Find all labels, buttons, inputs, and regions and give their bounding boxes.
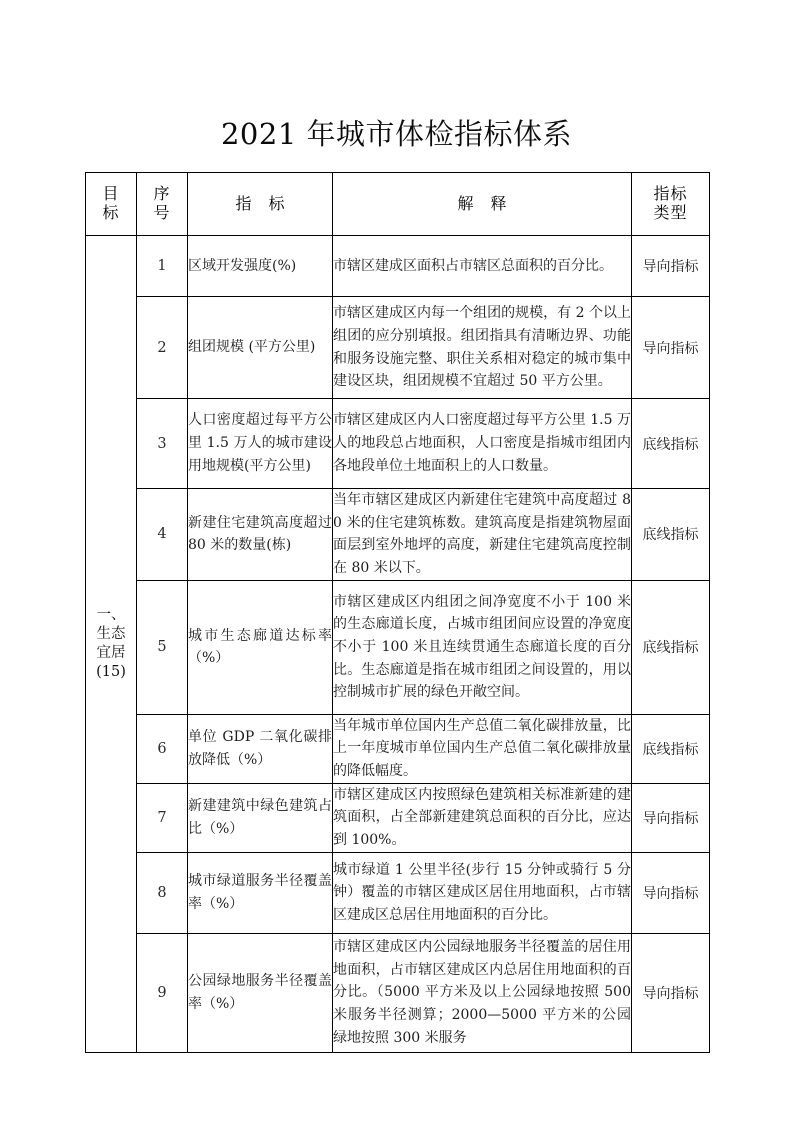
cell-indicator: 城市绿道服务半径覆盖率（%）: [188, 852, 333, 933]
cell-type: 底线指标: [632, 580, 710, 714]
cell-sequence: 5: [137, 580, 188, 714]
cell-sequence: 9: [137, 933, 188, 1052]
table-row: [86, 852, 710, 933]
cell-sequence: 3: [137, 399, 188, 489]
page-title: 2021 年城市体检指标体系: [220, 117, 573, 151]
cell-explanation: 市辖区建成区内公园绿地服务半径覆盖的居住用地面积，占市辖区建成区内总居住用地面积的百分比。（5000 平方米及以上公园绿地按照 500 米服务半径测算；2000—5000 平方米的公园绿地按照 300 米服务: [333, 933, 632, 1052]
cell-type: 底线指标: [632, 714, 710, 783]
cell-explanation: 市辖区建成区内组团之间净宽度不小于 100 米的生态廊道长度，占城市组团间应设置的净宽度不小于 100 米且连续贯通生态廊道长度的百分比。生态廊道是指在城市组团之间设置的，用以控制城市扩展的绿色开敞空间。: [333, 580, 632, 714]
column-header-type: [632, 173, 710, 236]
column-header-goal: [86, 173, 137, 236]
column-header-indicator: 指 标: [188, 173, 333, 236]
column-header-explanation: 解 释: [333, 173, 632, 236]
column-header-sequence: [137, 173, 188, 236]
cell-type: 导向指标: [632, 297, 710, 399]
cell-indicator: 城市生态廊道达标率（%）: [188, 580, 333, 714]
cell-explanation: 市辖区建成区内人口密度超过每平方公里 1.5 万人的地段总占地面积，人口密度是指城市组团内各地段单位土地面积上的人口数量。: [333, 399, 632, 489]
indicator-table: [85, 172, 710, 1053]
indicator-table-container: [85, 172, 709, 1053]
table-row: [86, 236, 710, 297]
cell-sequence: 1: [137, 236, 188, 297]
table-row: [86, 399, 710, 489]
column-header-goal-line1: 目: [102, 184, 120, 204]
cell-explanation: 市辖区建成区内每一个组团的规模，有 2 个以上组团的应分别填报。组团指具有清晰边界、功能和服务设施完整、职住关系相对稳定的城市集中建设区块，组团规模不宜超过 50 平方公里。: [333, 297, 632, 399]
cell-explanation: 市辖区建成区面积占市辖区总面积的百分比。: [333, 236, 632, 297]
cell-type: 底线指标: [632, 399, 710, 489]
cell-type: 导向指标: [632, 933, 710, 1052]
column-header-sequence-line1: 序: [153, 184, 171, 204]
cell-type: 导向指标: [632, 852, 710, 933]
column-header-type-line2: 类型: [653, 203, 688, 222]
cell-indicator: 人口密度超过每平方公里 1.5 万人的城市建设用地规模(平方公里): [188, 399, 333, 489]
table-row: [86, 714, 710, 783]
cell-sequence: 2: [137, 297, 188, 399]
table-row: [86, 580, 710, 714]
goal-group-line2: 生态: [96, 625, 126, 642]
table-body: [86, 236, 710, 1053]
goal-group-cell: [86, 236, 137, 1053]
cell-indicator: 区域开发强度(%): [188, 236, 333, 297]
cell-indicator: 单位 GDP 二氧化碳排放降低（%）: [188, 714, 333, 783]
column-header-sequence-line2: 号: [153, 203, 171, 222]
table-header: [86, 173, 710, 236]
cell-explanation: 城市绿道 1 公里半径(步行 15 分钟或骑行 5 分钟）覆盖的市辖区建成区居住用地面积，占市辖区建成区总居住用地面积的百分比。: [333, 852, 632, 933]
cell-explanation: 当年市辖区建成区内新建住宅建筑中高度超过 80 米的住宅建筑栋数。建筑高度是指建筑物屋面面层到室外地坪的高度，新建住宅建筑高度控制在 80 米以下。: [333, 489, 632, 581]
column-header-goal-line2: 标: [102, 203, 120, 222]
cell-explanation: 市辖区建成区内按照绿色建筑相关标准新建的建筑面积，占全部新建建筑总面积的百分比，应达到 100%。: [333, 783, 632, 852]
cell-indicator: 新建建筑中绿色建筑占比（%）: [188, 783, 333, 852]
cell-indicator: 组团规模 (平方公里): [188, 297, 333, 399]
table-row: [86, 489, 710, 581]
table-header-row: [86, 173, 710, 236]
goal-group-line4: (15): [96, 663, 126, 680]
cell-type: 导向指标: [632, 783, 710, 852]
cell-indicator: 新建住宅建筑高度超过 80 米的数量(栋): [188, 489, 333, 581]
table-row: [86, 297, 710, 399]
cell-sequence: 6: [137, 714, 188, 783]
cell-sequence: 4: [137, 489, 188, 581]
table-row: [86, 933, 710, 1052]
cell-sequence: 8: [137, 852, 188, 933]
cell-indicator: 公园绿地服务半径覆盖率（%）: [188, 933, 333, 1052]
column-header-type-line1: 指标: [653, 184, 688, 204]
cell-explanation: 当年城市单位国内生产总值二氧化碳排放量，比上一年度城市单位国内生产总值二氧化碳排放量的降低幅度。: [333, 714, 632, 783]
cell-type: 导向指标: [632, 236, 710, 297]
goal-group-line3: 宜居: [96, 644, 126, 661]
goal-group-line1: 一、: [96, 606, 126, 623]
cell-sequence: 7: [137, 783, 188, 852]
cell-type: 底线指标: [632, 489, 710, 581]
table-row: [86, 783, 710, 852]
